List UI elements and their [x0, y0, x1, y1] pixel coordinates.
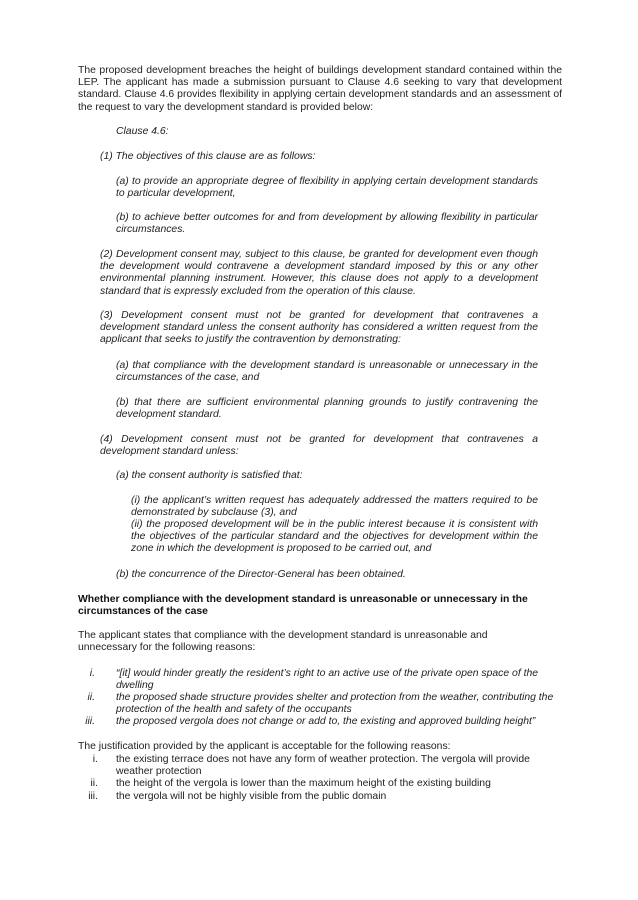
list-text: the existing terrace does not have any form of weather protection. The vergola will provide weather protection	[116, 754, 530, 778]
subclause-2: (2) Development consent may, subject to this clause, be granted for development even though the development would contravene a development standard imposed by this or any other environmental planning instrument. However, this clause does not apply to a development standard that is expressly excluded from the operation of this clause.	[100, 249, 538, 297]
subclause-4a: (a) the consent authority is satisfied that:	[116, 470, 303, 481]
subclause-1b: (b) to achieve better outcomes for and from development by allowing flexibility in particular circumstances.	[116, 212, 538, 236]
list-number: iii.	[85, 716, 95, 727]
clause-title: Clause 4.6:	[116, 126, 169, 137]
list-number: i.	[92, 754, 98, 765]
subclause-3b: (b) that there are sufficient environmental planning grounds to justify contravening the development standard.	[116, 397, 538, 421]
applicant-intro: The applicant states that compliance with the development standard is unreasonable and unnecessary for the following reasons:	[78, 630, 488, 654]
justification-intro: The justification provided by the applicant is acceptable for the following reasons:	[78, 741, 451, 752]
list-number: ii.	[87, 692, 95, 703]
subclause-1a: (a) to provide an appropriate degree of flexibility in applying certain development standards to particular development,	[116, 176, 538, 200]
subclause-4b: (b) the concurrence of the Director-General has been obtained.	[116, 569, 406, 580]
subclause-1: (1) The objectives of this clause are as follows:	[100, 151, 316, 162]
list-number: ii.	[90, 778, 98, 789]
list-text: the vergola will not be highly visible from the public domain	[116, 791, 387, 802]
list-text: the proposed vergola does not change or add to, the existing and approved building height”	[116, 716, 536, 727]
subclause-3: (3) Development consent must not be granted for development that contravenes a development standard unless the consent authority has considered a written request from the applicant that seeks to justify the contravention by demonstrating:	[100, 310, 538, 346]
subclause-4a-ii: (ii) the proposed development will be in the public interest because it is consistent with the objectives of the particular standard and the objectives for development within the zone in which the development is proposed to be carried out, and	[131, 519, 538, 555]
list-number: iii.	[88, 791, 98, 802]
list-number: i.	[89, 668, 95, 679]
list-text: the proposed shade structure provides shelter and protection from the weather, contributing the protection of the health and safety of the occupants	[116, 692, 554, 716]
subclause-4: (4) Development consent must not be granted for development that contravenes a development standard unless:	[100, 434, 538, 458]
section-heading: Whether compliance with the development standard is unreasonable or unnecessary in the circumstances of the case	[78, 594, 528, 618]
intro-paragraph: The proposed development breaches the height of buildings development standard contained within the LEP. The applicant has made a submission pursuant to Clause 4.6 seeking to vary that development standard. Clause 4.6 provides flexibility in applying certain development standards and an assessment of the request to vary the development standard is provided below:	[78, 65, 562, 113]
subclause-4a-i: (i) the applicant’s written request has adequately addressed the matters required to be demonstrated by subclause (3), and	[131, 495, 538, 519]
list-text: “[it] would hinder greatly the resident’s right to an active use of the private open space of the dwelling	[116, 668, 539, 692]
subclause-3a: (a) that compliance with the development standard is unreasonable or unnecessary in the circumstances of the case, and	[116, 360, 538, 384]
list-text: the height of the vergola is lower than the maximum height of the existing building	[116, 778, 491, 789]
